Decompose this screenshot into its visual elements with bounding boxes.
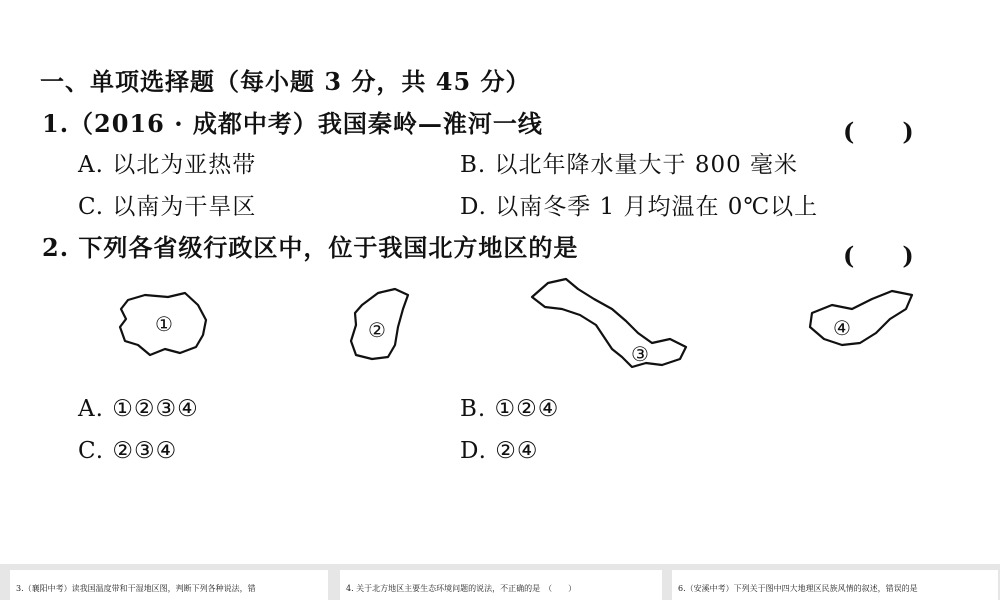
province-map-4: [810, 291, 912, 345]
question-2-option-d[interactable]: D. ②④: [460, 438, 539, 464]
province-map-3-label: ③: [631, 342, 649, 366]
slide-thumbnail-1[interactable]: [10, 570, 328, 600]
slide-thumbnail-2-text: 4. 关于北方地区主要生态环境问题的说法，不正确的是 （ ）: [346, 584, 577, 593]
question-2-option-c[interactable]: C. ②③④: [78, 438, 178, 464]
question-2-answer-paren: ( ): [843, 241, 914, 270]
slide-thumbnail-2[interactable]: [340, 570, 662, 600]
question-1-option-b[interactable]: B. 以北年降水量大于 800 毫米: [460, 152, 799, 178]
question-1-answer-paren: ( ): [843, 117, 914, 146]
slide-thumbnail-3[interactable]: [672, 570, 998, 600]
question-2-option-b[interactable]: B. ①②④: [460, 396, 560, 422]
question-2-option-a[interactable]: A. ①②③④: [78, 396, 199, 422]
question-2-stem: 2. 下列各省级行政区中，位于我国北方地区的是: [42, 233, 579, 262]
province-outline-maps: [0, 275, 1000, 385]
province-map-3: [532, 279, 686, 367]
question-1-stem: 1.（2016 · 成都中考）我国秦岭—淮河一线: [42, 109, 543, 138]
slide-thumbnail-strip: [0, 564, 1000, 600]
province-map-4-label: ④: [833, 316, 851, 340]
question-1-option-a[interactable]: A. 以北为亚热带: [78, 152, 257, 178]
question-1-option-d[interactable]: D. 以南冬季 1 月均温在 0℃以上: [460, 194, 819, 220]
province-map-2-label: ②: [368, 318, 386, 342]
section-heading: 一、单项选择题（每小题 3 分，共 45 分）: [40, 67, 531, 96]
slide-thumbnail-3-text: 6.（安溪中考）下列关于图中四大地理区民族风情的叙述，错误的是: [678, 584, 918, 593]
slide-thumbnail-1-text: 3.（襄阳中考）读我国温度带和干湿地区图，判断下列各种说法，错: [16, 584, 256, 593]
question-1-option-c[interactable]: C. 以南为干旱区: [78, 194, 257, 220]
province-map-1-label: ①: [155, 312, 173, 336]
